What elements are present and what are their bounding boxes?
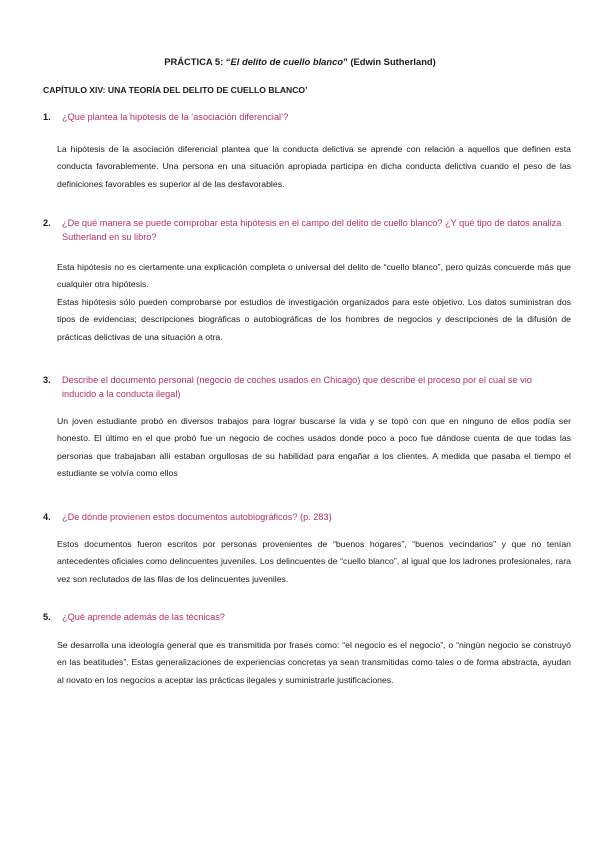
answer-paragraph: Estas hipótesis sólo pueden comprobarse por estudios de investigación organizados para este objetivo. Los datos suministran dos tipos de evidencias; descripciones biográficas o autobiográficas de los hombres de negocios y descripciones de la difusión de prácticas delictivas de una situación a otra.	[57, 296, 571, 342]
question-number: 3.	[43, 375, 51, 385]
chapter-heading: CAPÍTULO XIV: UNA TEORÍA DEL DELITO DE CUELLO BLANCO’	[43, 85, 308, 95]
question-text: ¿De dónde provienen estos documentos autobiográficos? (p. 283)	[62, 512, 332, 522]
question-5	[43, 610, 563, 624]
question-2	[43, 216, 563, 244]
title-suffix: ” (Edwin Sutherland)	[343, 56, 436, 67]
title-italic: El delito de cuello blanco	[230, 56, 344, 67]
question-text: ¿Qué plantea la hipótesis de la ‘asociación diferencial’?	[62, 112, 289, 122]
answer-5	[57, 637, 571, 689]
answer-1	[57, 141, 571, 193]
question-3	[43, 373, 563, 401]
answer-paragraph: Estos documentos fueron escritos por personas provenientes de “buenos hogares”, “buenos vecindarios” y que no tenían antecedentes oficiales como delincuentes juveniles. Los delincuentes de “cuello blanco”, al igual que los ladrones profesionales, rara vez son reclutados de las filas de los delincuentes juveniles.	[57, 539, 571, 584]
answer-3	[57, 413, 571, 483]
question-number: 4.	[43, 512, 51, 522]
question-number: 2.	[43, 218, 51, 228]
answer-4	[57, 536, 571, 588]
question-text: ¿Qué aprende además de las técnicas?	[62, 612, 225, 622]
title-prefix: PRÁCTICA 5: “	[164, 56, 231, 67]
question-number: 5.	[43, 612, 51, 622]
answer-2	[57, 259, 571, 346]
answer-paragraph: Esta hipótesis no es ciertamente una explicación completa o universal del delito de “cuello blanco”, pero quizás concuerde más que cualquier otra hipótesis.	[57, 262, 571, 290]
question-4	[43, 510, 563, 524]
page-title	[0, 56, 600, 67]
question-text: ¿De qué manera se puede comprobar esta hipótesis en el campo del delito de cuello blanco? ¿Y qué tipo de datos analiza Sutherland en su libro?	[62, 218, 562, 242]
answer-paragraph: Un joven estudiante probó en diversos trabajos para lograr buscarse la vida y se topó con que en ninguno de ellos podía ser honesto. El último en el que probó fue un negocio de coches usados donde poco a poco fue dándose cuenta de que todas las personas que trabajaban allí estaban orgullosas de su habilidad para engañar a los clientes. A medida que pasaba el tiempo el estudiante se volvía como ellos	[57, 416, 571, 479]
question-text: Describe el documento personal (negocio de coches usados en Chicago) que describe el proceso por el cual se vio inducido a la conducta ilegal)	[62, 375, 532, 399]
question-number: 1.	[43, 112, 51, 122]
question-1	[43, 110, 563, 124]
answer-paragraph: Se desarrolla una ideología general que es transmitida por frases como: “el negocio es el negocio”, o “ningún negocio se construyó en las beatitudes”. Estas generalizaciones de experiencias concretas ya sean transmitidas como tales o de forma abstracta, ayudan al novato en los negocios a aceptar las prácticas ilegales y suministrarle justificaciones.	[57, 640, 571, 685]
answer-paragraph: La hipótesis de la asociación diferencial plantea que la conducta delictiva se aprende con relación a aquellos que definen esta conducta favorablemente. Una persona en una situación apropiada participa en dicha conducta delictiva cuando el peso de las definiciones favorables es superior al de las desfavorables.	[57, 144, 571, 189]
